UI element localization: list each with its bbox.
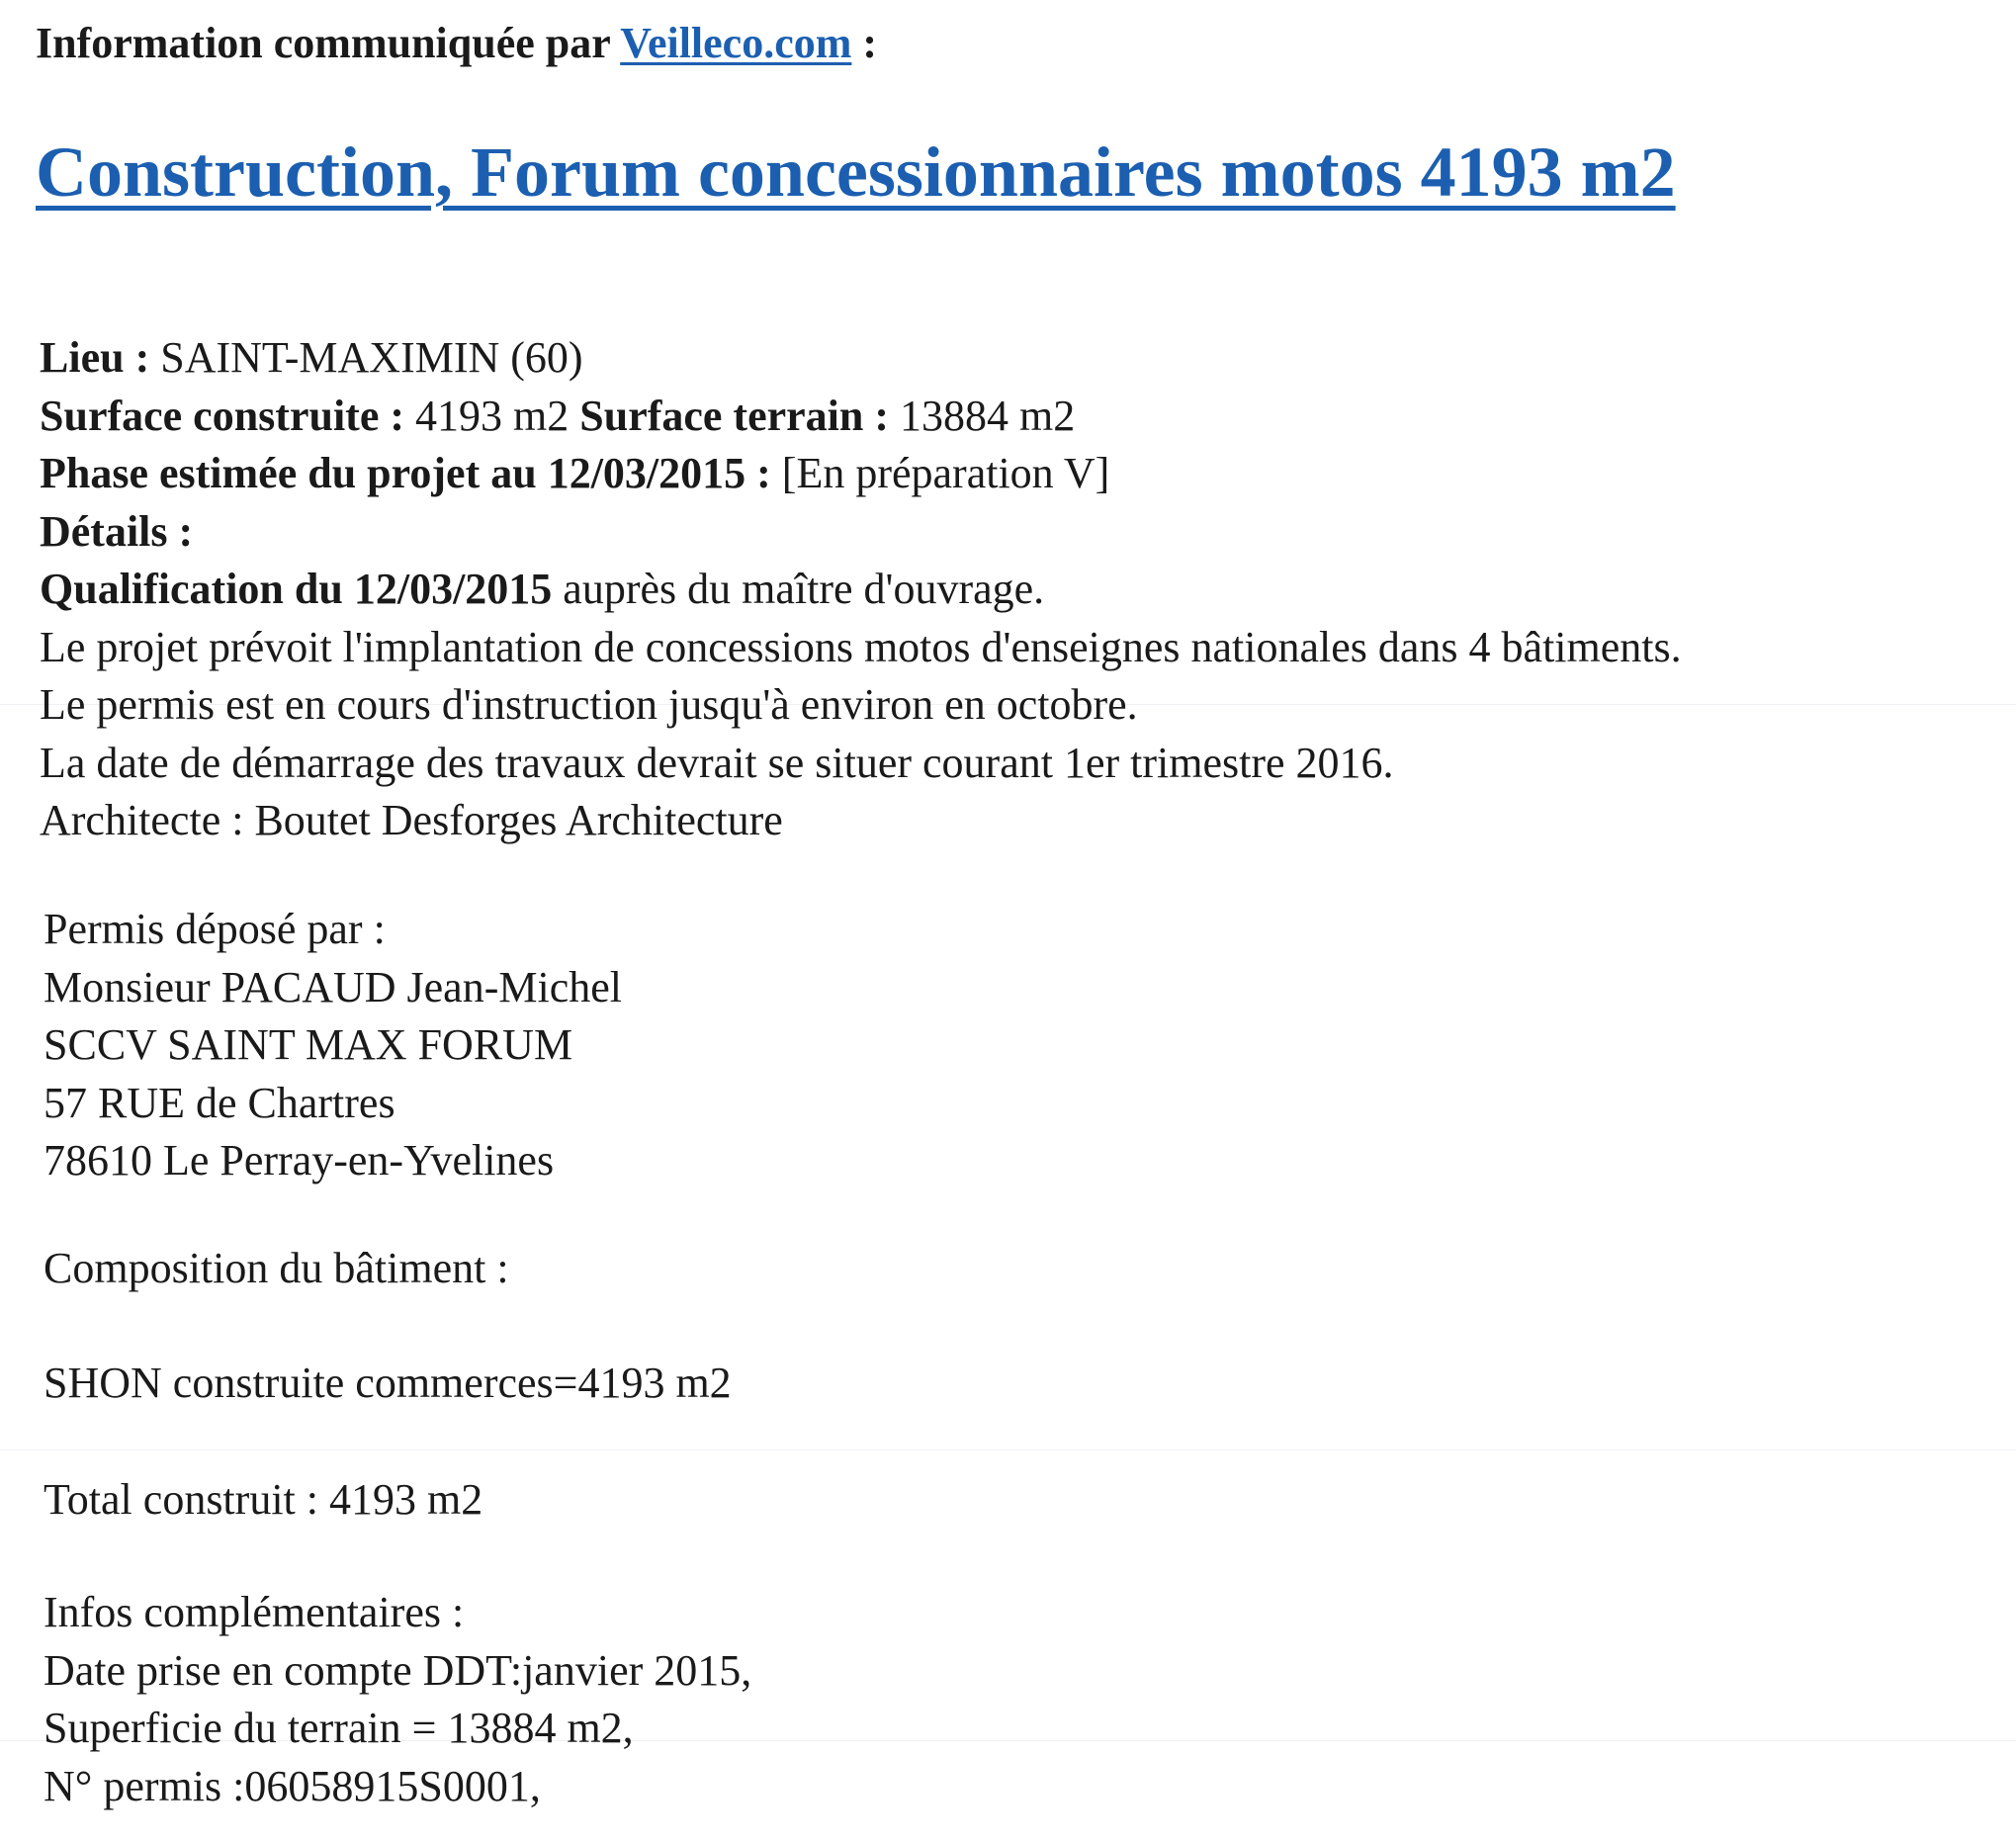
details-line	[40, 503, 1682, 562]
project-summary	[40, 329, 1682, 850]
surface-construite-label: Surface construite :	[40, 391, 405, 440]
scan-line	[0, 1449, 2016, 1450]
permis-label: Permis déposé par :	[44, 905, 386, 953]
page-title[interactable]	[36, 127, 1676, 218]
phase-value: [En préparation V]	[781, 449, 1110, 497]
permis-street: 57 RUE de Chartres	[44, 1078, 395, 1127]
page-title-link[interactable]: Construction, Forum concessionnaires motos 4193 m2	[36, 132, 1676, 212]
infos-permis-number: N° permis :06058915S0001,	[44, 1761, 541, 1810]
permis-company: SCCV SAINT MAX FORUM	[44, 1020, 573, 1069]
lieu-label: Lieu :	[40, 333, 150, 382]
surface-line	[40, 388, 1682, 446]
details-label: Détails :	[40, 506, 194, 556]
surface-terrain-value: 13884 m2	[900, 391, 1076, 440]
total-line: Total construit : 4193 m2	[44, 1475, 483, 1524]
projet-line: Le projet prévoit l'implantation de concessions motos d'enseignes nationales dans 4 bâtiments.	[40, 622, 1682, 671]
infos-ddt: Date prise en compte DDT:janvier 2015,	[44, 1645, 752, 1695]
phase-line	[40, 445, 1682, 503]
intro-suffix: :	[862, 19, 878, 67]
permis-name: Monsieur PACAUD Jean-Michel	[44, 962, 622, 1011]
qualification-label: Qualification du 12/03/2015	[40, 565, 553, 613]
lieu-line	[40, 329, 1682, 388]
permis-city: 78610 Le Perray-en-Yvelines	[44, 1136, 555, 1185]
source-link[interactable]: Veilleco.com	[620, 19, 852, 67]
composition-label: Composition du bâtiment :	[44, 1244, 509, 1292]
surface-construite-value: 4193 m2	[415, 391, 570, 440]
qualification-line	[40, 561, 1682, 619]
infos-superficie: Superficie du terrain = 13884 m2,	[44, 1704, 634, 1752]
start-date-line: La date de démarrage des travaux devrait se situer courant 1er trimestre 2016.	[40, 738, 1394, 787]
source-intro	[36, 14, 877, 73]
surface-terrain-label: Surface terrain :	[579, 391, 890, 440]
infos-label: Infos complémentaires :	[44, 1588, 465, 1636]
permis-status-line: Le permis est en cours d'instruction jusqu'à environ en octobre.	[40, 680, 1138, 729]
qualification-value: auprès du maître d'ouvrage.	[563, 565, 1045, 613]
infos-section	[44, 1584, 751, 1815]
architecte-line: Architecte : Boutet Desforges Architecture	[40, 796, 783, 844]
phase-label: Phase estimée du projet au 12/03/2015 :	[40, 449, 771, 497]
permis-section	[44, 901, 622, 1190]
shon-line: SHON construite commerces=4193 m2	[44, 1359, 732, 1407]
intro-text: Information communiquée par	[36, 19, 610, 67]
lieu-value: SAINT-MAXIMIN (60)	[160, 333, 583, 382]
